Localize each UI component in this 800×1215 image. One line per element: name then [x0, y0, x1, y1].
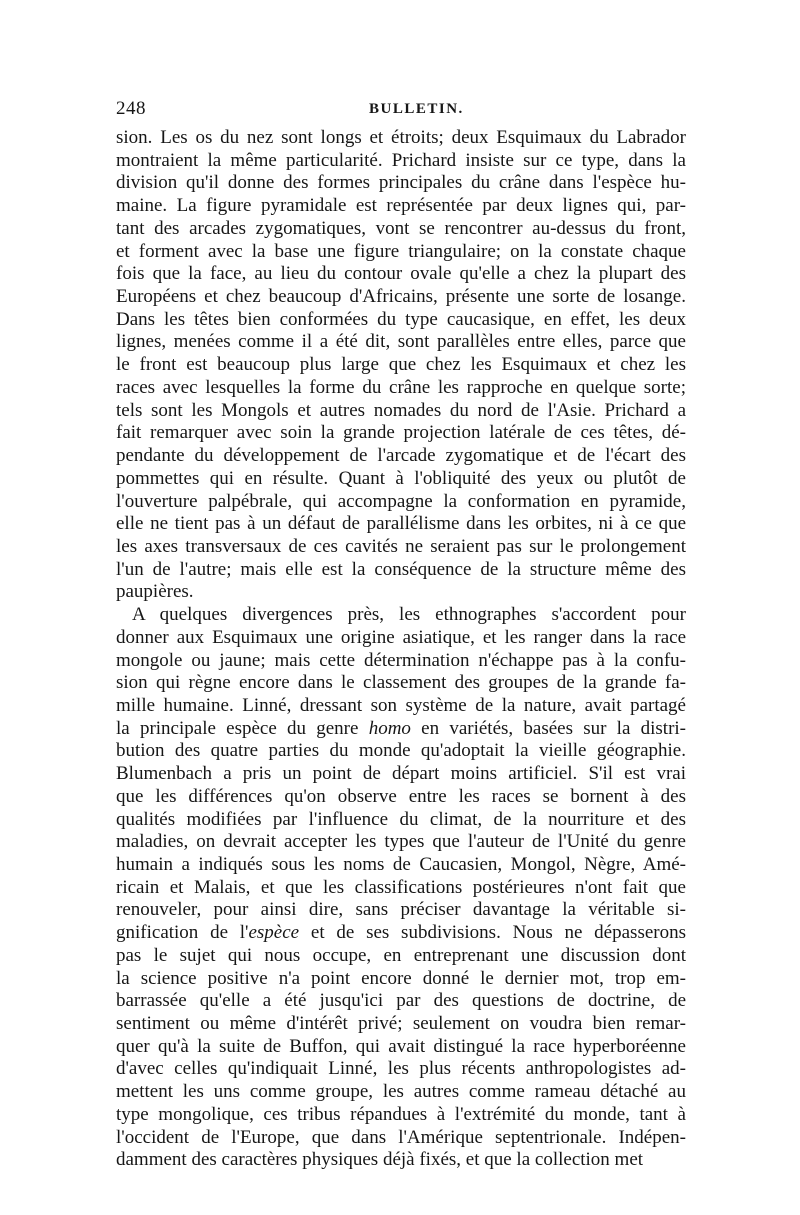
- text-line: tels sont les Mongols et autres nomades du nord de l'Asie. Prichard a: [116, 399, 686, 421]
- text-line: sion. Les os du nez sont longs et étroits; deux Esquimaux du Labrador: [116, 127, 686, 148]
- text-line: gnification de l'espèce et de ses subdivisions. Nous ne dépasserons: [116, 922, 686, 944]
- text-line: maladies, on devrait accepter les types que l'auteur de l'Unité du genre: [116, 831, 686, 853]
- text-line: l'un de l'autre; mais elle est la conséquence de la structure même des: [116, 558, 686, 580]
- text-line: maine. La figure pyramidale est représentée par deux lignes qui, par-: [116, 195, 686, 217]
- body-text: [116, 127, 686, 1172]
- text-line: sentiment ou même d'intérêt privé; seulement on voudra bien remar-: [116, 1013, 686, 1035]
- text-line: la science positive n'a point encore donné le dernier mot, trop em-: [116, 967, 686, 989]
- text-line: sion qui règne encore dans le classement des groupes de la grande fa-: [116, 672, 686, 694]
- text-line: et forment avec la base une figure triangulaire; on la constate chaque: [116, 240, 686, 262]
- text-line: la principale espèce du genre homo en variétés, basées sur la distri-: [116, 717, 686, 739]
- text-line: l'occident de l'Europe, que dans l'Amérique septentrionale. Indépen-: [116, 1126, 686, 1148]
- text-line: quer qu'à la suite de Buffon, qui avait distingué la race hyperboréenne: [116, 1035, 686, 1057]
- text-line: pommettes qui en résulte. Quant à l'obliquité des yeux ou plutôt de: [116, 467, 686, 489]
- running-head: BULLETIN.: [369, 101, 464, 117]
- text-line: humain a indiqués sous les noms de Caucasien, Mongol, Nègre, Amé-: [116, 854, 686, 875]
- text-line: mille humaine. Linné, dressant son système de la nature, avait partagé: [116, 694, 686, 716]
- text-line: A quelques divergences près, les ethnographes s'accordent pour: [132, 604, 686, 626]
- paragraph: [116, 604, 686, 1172]
- text-line: Blumenbach a pris un point de départ moins artificiel. S'il est vrai: [116, 763, 686, 785]
- text-line: barrassée qu'elle a été jusqu'ici par des questions de doctrine, de: [116, 990, 686, 1012]
- text-line: donner aux Esquimaux une origine asiatique, et les ranger dans la race: [116, 626, 686, 648]
- text-line: montraient la même particularité. Prichard insiste sur ce type, dans la: [116, 149, 686, 171]
- text-line: paupières.: [116, 581, 194, 603]
- text-line: tant des arcades zygomatiques, vont se rencontrer au-dessus du front,: [116, 217, 686, 239]
- text-line: l'ouverture palpébrale, qui accompagne la conformation en pyramide,: [116, 490, 686, 512]
- text-line: mongole ou jaune; mais cette détermination n'échappe pas à la confu-: [116, 649, 686, 671]
- text-line: mettent les uns comme groupe, les autres comme rameau détaché au: [116, 1081, 686, 1103]
- text-line: Dans les têtes bien conformées du type caucasique, en effet, les deux: [116, 308, 686, 330]
- text-line: pas le sujet qui nous occupe, en entreprenant une discussion dont: [116, 944, 686, 966]
- text-line: type mongolique, ces tribus répandues à l'extrémité du monde, tant à: [116, 1103, 686, 1125]
- text-line: damment des caractères physiques déjà fixés, et que la collection met: [116, 1149, 644, 1171]
- text-line: fait remarquer avec soin la grande projection latérale de ces têtes, dé-: [116, 422, 686, 444]
- text-line: lignes, menées comme il a été dit, sont parallèles entre elles, parce que: [116, 331, 686, 353]
- text-line: bution des quatre parties du monde qu'adoptait la vieille géographie.: [116, 740, 686, 762]
- text-line: le front est beaucoup plus large que chez les Esquimaux et chez les: [116, 354, 686, 376]
- text-line: pendante du développement de l'arcade zygomatique et de l'écart des: [116, 445, 686, 467]
- text-line: elle ne tient pas à un défaut de parallélisme dans les orbites, ni à ce que: [116, 513, 686, 535]
- text-line: division qu'il donne des formes principales du crâne dans l'espèce hu-: [116, 172, 686, 194]
- page-header: [116, 98, 686, 122]
- text-line: races avec lesquelles la forme du crâne les rapproche en quelque sorte;: [116, 376, 686, 398]
- text-line: d'avec celles qu'indiquait Linné, les plus récents anthropologistes ad-: [116, 1058, 686, 1080]
- paragraph: [116, 127, 686, 604]
- text-line: que les différences qu'on observe entre les races se bornent à des: [116, 785, 686, 807]
- text-line: fois que la face, au lieu du contour ovale qu'elle a chez la plupart des: [116, 263, 686, 285]
- page-number: 248: [116, 98, 146, 119]
- text-line: ricain et Malais, et que les classifications postérieures n'ont fait que: [116, 876, 686, 898]
- text-line: qualités modifiées par l'influence du climat, de la nourriture et des: [116, 808, 686, 830]
- text-line: les axes transversaux de ces cavités ne seraient pas sur le prolongement: [116, 535, 686, 557]
- text-line: renouveler, pour ainsi dire, sans préciser davantage la véritable si-: [116, 899, 686, 921]
- text-line: Européens et chez beaucoup d'Africains, présente une sorte de losange.: [116, 286, 686, 308]
